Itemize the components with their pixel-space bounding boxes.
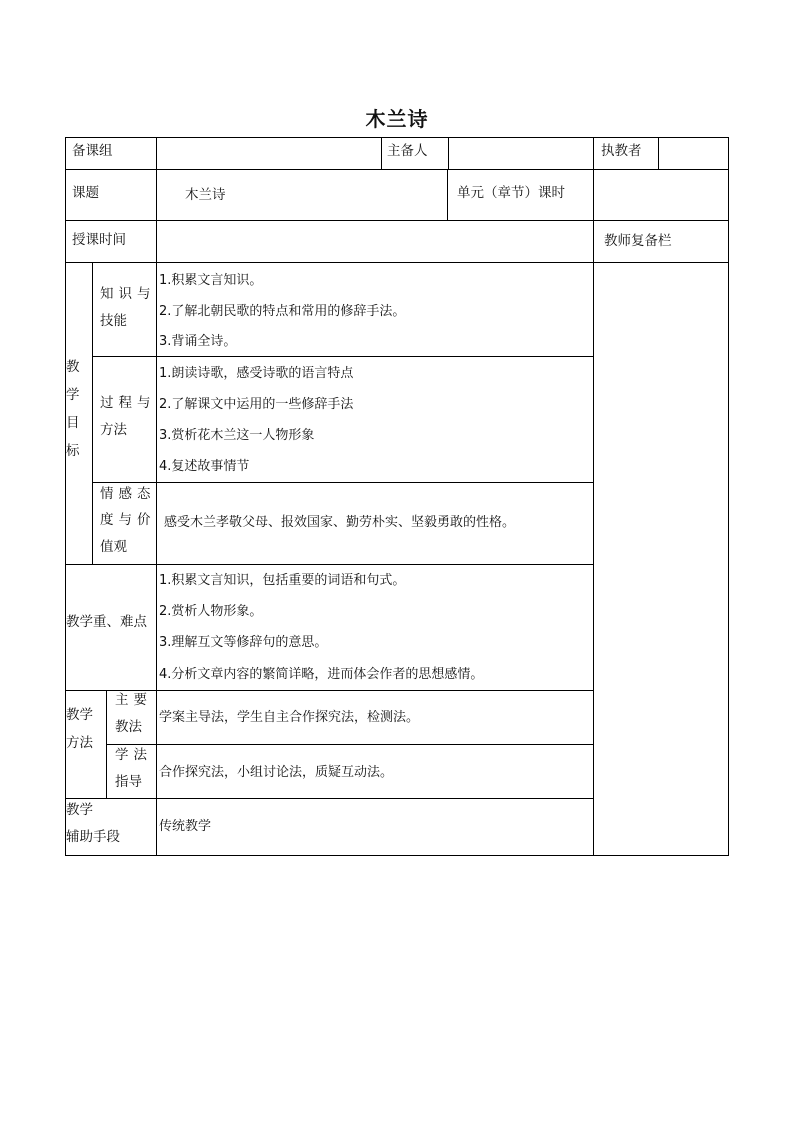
methods-label-line-1: 教学 xyxy=(66,707,93,723)
knowledge-item: 3.背诵全诗。 xyxy=(159,334,237,349)
emotion-label-line-1: 情感态 xyxy=(100,486,156,502)
teacher-value-cell[interactable] xyxy=(659,137,729,170)
aids-label-line-2: 辅助手段 xyxy=(66,829,120,845)
learning-method-label-line-2: 指导 xyxy=(115,774,142,790)
review-label-cell xyxy=(594,221,729,263)
objectives-label-1: 教 xyxy=(66,359,80,375)
teaching-method-label-line-1: 主要 xyxy=(115,692,152,708)
key-point-item: 4.分析文章内容的繁简详略，进而体会作者的思想感情。 xyxy=(159,667,484,682)
time-label: 授课时间 xyxy=(72,232,126,248)
time-value-cell[interactable] xyxy=(157,221,594,263)
process-label-line-1: 过程与 xyxy=(100,395,156,411)
emotion-text: 感受木兰孝敬父母、报效国家、勤劳朴实、坚毅勇敢的性格。 xyxy=(164,515,516,530)
topic-value: 木兰诗 xyxy=(185,187,226,203)
process-label-cell xyxy=(93,357,157,483)
emotion-label-line-2: 度与价 xyxy=(100,512,156,528)
group-label: 备课组 xyxy=(72,143,113,159)
key-points-label: 教学重、难点 xyxy=(66,614,147,630)
unit-label-cell xyxy=(448,170,594,221)
key-points-label-cell xyxy=(65,565,157,691)
knowledge-label-cell xyxy=(93,263,157,357)
aids-label-cell xyxy=(65,799,157,856)
process-content-cell xyxy=(157,357,594,483)
key-point-item: 2.赏析人物形象。 xyxy=(159,604,263,619)
review-column-cell[interactable] xyxy=(594,263,729,856)
teaching-method-content-cell xyxy=(157,691,594,745)
lead-label-cell xyxy=(382,137,449,170)
key-points-content-cell xyxy=(157,565,594,691)
learning-method-text: 合作探究法，小组讨论法，质疑互动法。 xyxy=(159,765,394,780)
key-point-item: 1.积累文言知识，包括重要的词语和句式。 xyxy=(159,573,406,588)
topic-label: 课题 xyxy=(72,185,99,201)
process-item: 3.赏析花木兰这一人物形象 xyxy=(159,428,315,443)
aids-text: 传统教学 xyxy=(159,819,212,834)
learning-method-content-cell xyxy=(157,745,594,799)
aids-label-line-1: 教学 xyxy=(66,802,93,818)
teaching-method-text: 学案主导法，学生自主合作探究法，检测法。 xyxy=(159,710,420,725)
emotion-label-cell xyxy=(93,483,157,565)
process-item: 1.朗读诗歌，感受诗歌的语言特点 xyxy=(159,366,354,381)
group-label-cell xyxy=(65,137,157,170)
teacher-label-cell xyxy=(594,137,659,170)
lesson-plan-table xyxy=(65,137,729,856)
time-label-cell xyxy=(65,221,157,263)
learning-method-label-line-1: 学法 xyxy=(115,747,152,763)
unit-label: 单元（章节）课时 xyxy=(457,185,565,201)
learning-method-label-cell xyxy=(107,745,157,799)
aids-content-cell xyxy=(157,799,594,856)
process-item: 4.复述故事情节 xyxy=(159,459,250,474)
process-label-line-2: 方法 xyxy=(100,422,127,438)
knowledge-label-line-1: 知识与 xyxy=(100,286,156,302)
methods-label-line-2: 方法 xyxy=(66,735,93,751)
document-title: 木兰诗 xyxy=(365,107,429,131)
topic-value-cell[interactable] xyxy=(157,170,448,221)
methods-label-cell xyxy=(65,691,107,799)
teacher-label: 执教者 xyxy=(601,143,642,159)
key-point-item: 3.理解互文等修辞句的意思。 xyxy=(159,635,328,650)
knowledge-content-cell xyxy=(157,263,594,357)
knowledge-item: 1.积累文言知识。 xyxy=(159,273,263,288)
emotion-content-cell xyxy=(157,483,594,565)
emotion-label-line-3: 值观 xyxy=(100,539,127,555)
objectives-label-3: 目 xyxy=(66,415,80,431)
teaching-method-label-cell xyxy=(107,691,157,745)
group-value-cell[interactable] xyxy=(157,137,382,170)
knowledge-item: 2.了解北朝民歌的特点和常用的修辞手法。 xyxy=(159,304,406,319)
lead-label: 主备人 xyxy=(387,143,428,159)
topic-label-cell xyxy=(65,170,157,221)
objectives-label-cell xyxy=(65,263,93,565)
objectives-label-4: 标 xyxy=(66,443,80,459)
objectives-label-2: 学 xyxy=(66,387,80,403)
unit-value-cell[interactable] xyxy=(594,170,729,221)
knowledge-label-line-2: 技能 xyxy=(100,313,127,329)
process-item: 2.了解课文中运用的一些修辞手法 xyxy=(159,397,354,412)
lead-value-cell[interactable] xyxy=(449,137,594,170)
teaching-method-label-line-2: 教法 xyxy=(115,719,142,735)
review-label: 教师复备栏 xyxy=(604,233,672,249)
